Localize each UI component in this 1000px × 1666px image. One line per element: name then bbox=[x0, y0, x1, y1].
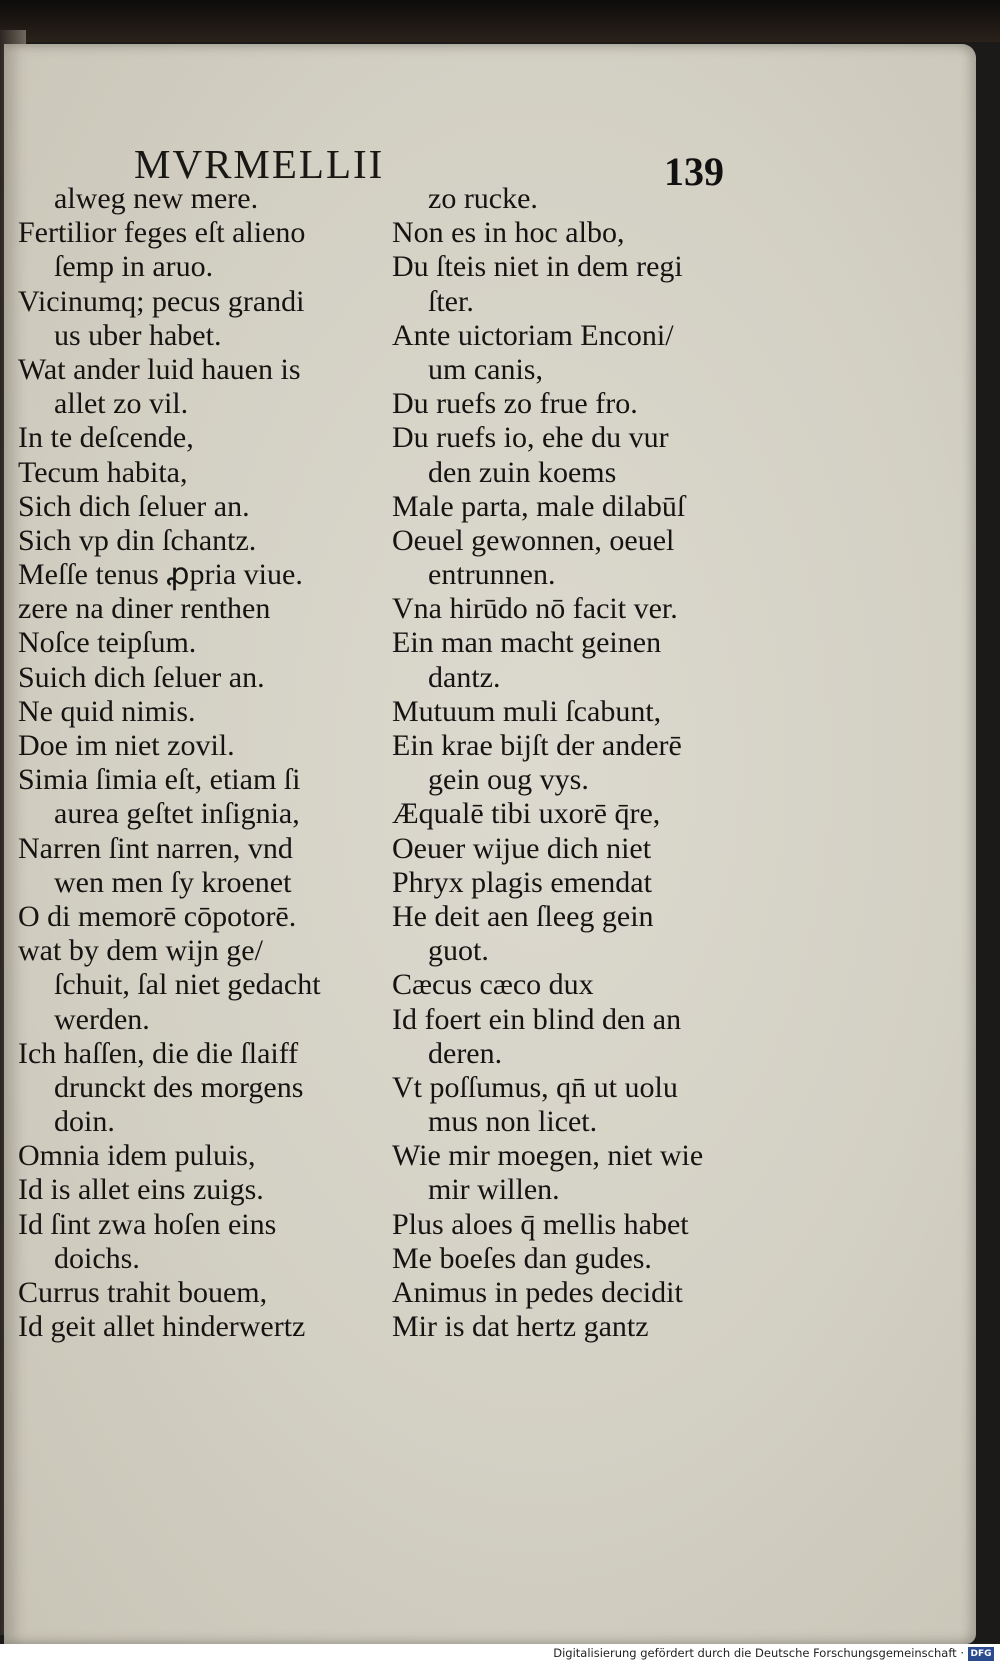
text-line: Vna hirūdo nō facit ver. bbox=[392, 592, 678, 626]
text-line: Omnia idem puluis, bbox=[18, 1139, 256, 1173]
text-line: Id geit allet hinderwertz bbox=[18, 1310, 306, 1344]
text-line: Du ruefs zo frue fro. bbox=[392, 387, 638, 421]
text-line: alweg new mere. bbox=[54, 182, 259, 215]
dfg-logo: DFG bbox=[968, 1647, 994, 1661]
text-line: Ante uictoriam Enconi/ bbox=[392, 318, 674, 352]
text-line: Non es in hoc albo, bbox=[392, 216, 625, 250]
text-line: Ich haſſen, die die ſlaiff bbox=[18, 1036, 299, 1070]
text-line: Suich dich ſeluer an. bbox=[18, 660, 265, 694]
text-line: aurea geſtet inſignia, bbox=[54, 797, 300, 831]
text-line: Noſce teipſum. bbox=[18, 626, 197, 660]
text-line: Cæcus cæco dux bbox=[392, 968, 594, 1002]
text-line: guot. bbox=[428, 934, 489, 968]
text-line: allet zo vil. bbox=[54, 387, 189, 421]
text-line: Du ſteis niet in dem regi bbox=[392, 250, 683, 284]
text-line: zo rucke. bbox=[428, 182, 538, 215]
text-line: mus non licet. bbox=[428, 1105, 598, 1139]
text-line: werden. bbox=[54, 1002, 150, 1036]
text-line: den zuin koems bbox=[428, 455, 617, 489]
text-line: Id is allet eins zuigs. bbox=[18, 1173, 264, 1207]
text-line: Oeuer wijue dich niet bbox=[392, 831, 652, 865]
text-line: ſemp in aruo. bbox=[54, 250, 214, 284]
text-line: ſter. bbox=[428, 284, 474, 318]
text-line: Tecum habita, bbox=[18, 455, 188, 489]
right-text-column bbox=[392, 182, 772, 1344]
text-line: Sich dich ſeluer an. bbox=[18, 489, 250, 523]
text-line: In te deſcende, bbox=[18, 421, 194, 455]
text-line: He deit aen ſleeg gein bbox=[392, 899, 654, 933]
text-line: wen men ſy kroenet bbox=[54, 865, 292, 899]
text-line: Me boeſes dan gudes. bbox=[392, 1241, 652, 1275]
text-line: Fertilior feges eſt alieno bbox=[18, 216, 306, 250]
text-line: Id ſint zwa hoſen eins bbox=[18, 1207, 277, 1241]
text-line: Ne quid nimis. bbox=[18, 694, 196, 728]
text-line: Animus in pedes decidit bbox=[392, 1276, 683, 1309]
text-line: Du ruefs io, ehe du vur bbox=[392, 421, 669, 455]
scan-background-top bbox=[0, 0, 1000, 42]
text-line: deren. bbox=[428, 1036, 503, 1070]
text-line: doin. bbox=[54, 1105, 115, 1139]
page-number: 139 bbox=[664, 149, 724, 194]
text-line: ſchuit, ſal niet gedacht bbox=[54, 968, 321, 1002]
text-line: wat by dem wijn ge/ bbox=[18, 934, 263, 968]
text-line: gein oug vys. bbox=[428, 763, 589, 797]
text-line: us uber habet. bbox=[54, 318, 222, 352]
text-line: Narren ſint narren, vnd bbox=[18, 831, 293, 865]
text-line: Mutuum muli ſcabunt, bbox=[392, 694, 662, 728]
text-line: Currus trahit bouem, bbox=[18, 1276, 268, 1309]
text-line: Vicinumq; pecus grandi bbox=[18, 284, 305, 318]
text-line: O di memorē cōpotorē. bbox=[18, 899, 297, 933]
text-line: Vt poſſumus, qn̄ ut uolu bbox=[392, 1070, 678, 1104]
text-line: mir willen. bbox=[428, 1173, 560, 1207]
footer-credit: Digitalisierung gefördert durch die Deutsche Forschungsgemeinschaft · bbox=[553, 1646, 964, 1660]
text-line: Meſſe tenus ꝓpria viue. bbox=[18, 558, 303, 592]
text-line: doichs. bbox=[54, 1241, 140, 1275]
text-line: dantz. bbox=[428, 660, 501, 694]
text-line: Phryx plagis emendat bbox=[392, 865, 652, 899]
left-text-column bbox=[18, 182, 388, 1344]
text-line: Ein man macht geinen bbox=[392, 626, 662, 660]
text-line: zere na diner renthen bbox=[18, 592, 271, 626]
text-line: Mir is dat hertz gantz bbox=[392, 1310, 649, 1344]
running-head: MVRMELLII bbox=[134, 141, 385, 187]
text-line: Male parta, male dilabūſ bbox=[392, 489, 686, 523]
text-line: entrunnen. bbox=[428, 558, 556, 592]
text-line: Æqualē tibi uxorē q̄re, bbox=[392, 797, 661, 831]
text-line: Doe im niet zovil. bbox=[18, 729, 235, 762]
text-line: Ein krae bijſt der anderē bbox=[392, 729, 682, 762]
text-line: Oeuel gewonnen, oeuel bbox=[392, 523, 675, 557]
text-line: Sich vp din ſchantz. bbox=[18, 523, 257, 557]
text-line: Plus aloes q̄ mellis habet bbox=[392, 1207, 689, 1241]
text-line: um canis, bbox=[428, 352, 543, 386]
text-line: Wat ander luid hauen is bbox=[18, 352, 301, 386]
text-line: drunckt des morgens bbox=[54, 1070, 304, 1104]
text-line: Wie mir moegen, niet wie bbox=[392, 1139, 704, 1173]
text-line: Simia ſimia eſt, etiam ſi bbox=[18, 763, 301, 797]
text-line: Id foert ein blind den an bbox=[392, 1002, 682, 1036]
